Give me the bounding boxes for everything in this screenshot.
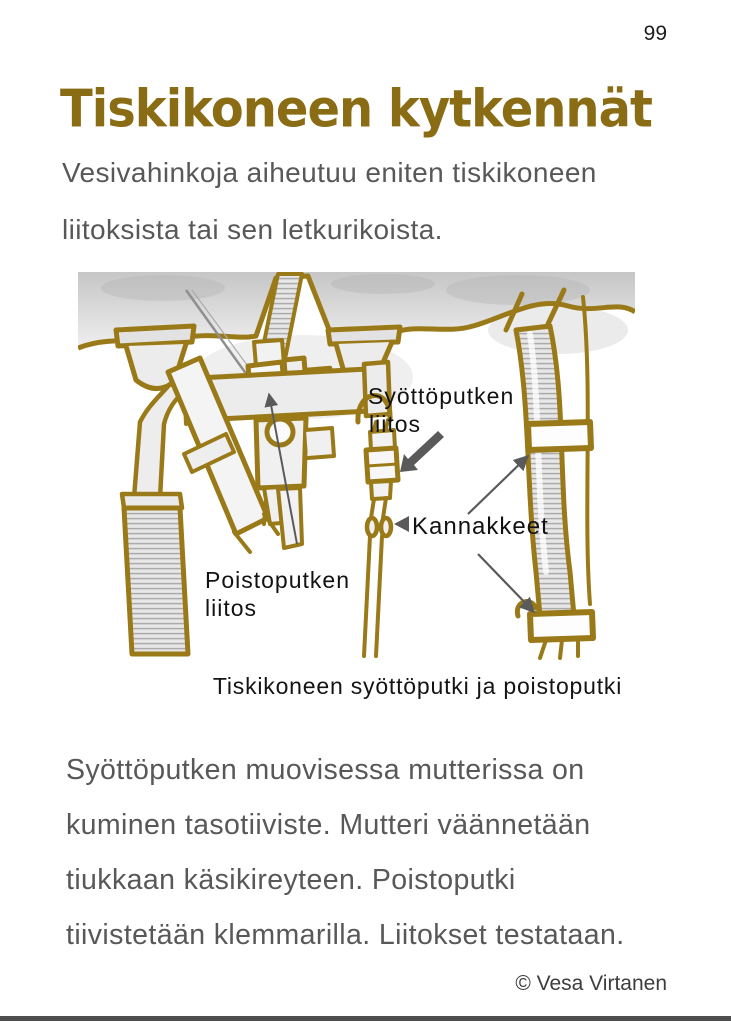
label-drain-line1: Poistoputken [205,567,350,593]
intro-line: liitoksista tai sen letkurikoista. [62,214,443,245]
label-brackets: Kannakkeet [412,513,549,540]
copyright-notice: © Vesa Virtanen [515,972,667,995]
intro-line: Vesivahinkoja aiheutuu eniten tiskikoneen [62,157,597,188]
intro-paragraph [62,144,682,258]
body-line: kuminen tasotiiviste. Mutteri väännetään [66,809,591,841]
footer-divider-bar [0,1016,731,1021]
body-line: tiukkaan käsikireyteen. Poistoputki [66,864,516,896]
label-supply-line1: Syöttöputken [368,383,515,409]
page-title: Tiskikoneen kytkennät [60,79,652,140]
plumbing-diagram [78,272,635,662]
body-paragraph [66,743,696,963]
bracket-arrowhead-left [394,516,409,532]
supply-joint-thick-arrow [400,431,444,472]
body-line: tiivistetään klemmarilla. Liitokset testataan. [66,919,625,951]
label-drain-line2: liitos [205,595,258,621]
bracket-arrow-lower [478,554,534,612]
bracket-arrow-upper [468,456,528,514]
body-line: Syöttöputken muovisessa mutterissa on [66,754,585,786]
page-number: 99 [643,22,667,45]
label-supply-line2: liitos [369,411,422,437]
figure-caption: Tiskikoneen syöttöputki ja poistoputki [212,673,623,699]
